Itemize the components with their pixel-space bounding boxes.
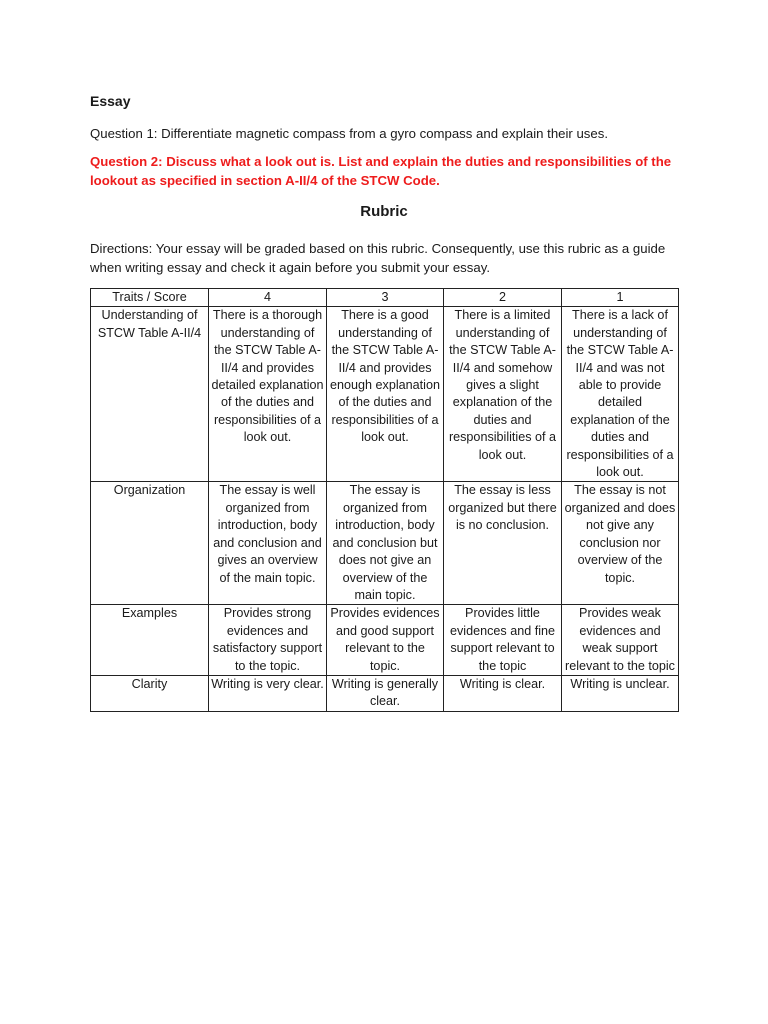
rubric-table bbox=[90, 288, 679, 712]
header-score-1: 1 bbox=[562, 289, 679, 307]
table-cell: Writing is unclear. bbox=[562, 675, 679, 711]
trait-understanding: Understanding of STCW Table A-II/4 bbox=[91, 307, 209, 482]
header-score-4: 4 bbox=[209, 289, 327, 307]
header-score-3: 3 bbox=[327, 289, 444, 307]
table-cell: Provides little evidences and fine support relevant to the topic bbox=[444, 605, 562, 676]
table-row bbox=[91, 675, 679, 711]
header-score-2: 2 bbox=[444, 289, 562, 307]
table-cell: The essay is organized from introduction, body and conclusion but does not give an overview of the main topic. bbox=[327, 482, 444, 605]
table-cell: The essay is less organized but there is no conclusion. bbox=[444, 482, 562, 605]
table-row bbox=[91, 482, 679, 605]
trait-organization: Organization bbox=[91, 482, 209, 605]
table-cell: Writing is very clear. bbox=[209, 675, 327, 711]
table-cell: There is a limited understanding of the STCW Table A-II/4 and somehow gives a slight explanation of the duties and responsibilities of a look out. bbox=[444, 307, 562, 482]
table-cell: There is a thorough understanding of the STCW Table A-II/4 and provides detailed explanation of the duties and responsibilities of a look out. bbox=[209, 307, 327, 482]
header-traits: Traits / Score bbox=[91, 289, 209, 307]
table-cell: The essay is well organized from introduction, body and conclusion and gives an overview of the main topic. bbox=[209, 482, 327, 605]
table-cell: Provides evidences and good support relevant to the topic. bbox=[327, 605, 444, 676]
table-cell: Writing is generally clear. bbox=[327, 675, 444, 711]
rubric-header-row bbox=[91, 289, 679, 307]
essay-heading: Essay bbox=[90, 93, 131, 109]
trait-clarity: Clarity bbox=[91, 675, 209, 711]
trait-examples: Examples bbox=[91, 605, 209, 676]
table-cell: There is a lack of understanding of the STCW Table A-II/4 and was not able to provide detailed explanation of the duties and responsibilities of a look out. bbox=[562, 307, 679, 482]
rubric-title: Rubric bbox=[360, 203, 408, 220]
question-2: Question 2: Discuss what a look out is. List and explain the duties and responsibilities of the lookout as specified in section A-II/4 of the STCW Code. bbox=[90, 154, 672, 188]
directions-text: Directions: Your essay will be graded based on this rubric. Consequently, use this rubric as a guide when writing essay and check it again before you submit your essay. bbox=[90, 241, 666, 275]
table-cell: Provides weak evidences and weak support relevant to the topic bbox=[562, 605, 679, 676]
table-cell: There is a good understanding of the STCW Table A-II/4 and provides enough explanation of the duties and responsibilities of a look out. bbox=[327, 307, 444, 482]
table-row bbox=[91, 307, 679, 482]
table-row bbox=[91, 605, 679, 676]
table-cell: Writing is clear. bbox=[444, 675, 562, 711]
table-cell: The essay is not organized and does not give any conclusion nor overview of the topic. bbox=[562, 482, 679, 605]
question-1: Question 1: Differentiate magnetic compass from a gyro compass and explain their uses. bbox=[90, 126, 608, 141]
table-cell: Provides strong evidences and satisfactory support to the topic. bbox=[209, 605, 327, 676]
